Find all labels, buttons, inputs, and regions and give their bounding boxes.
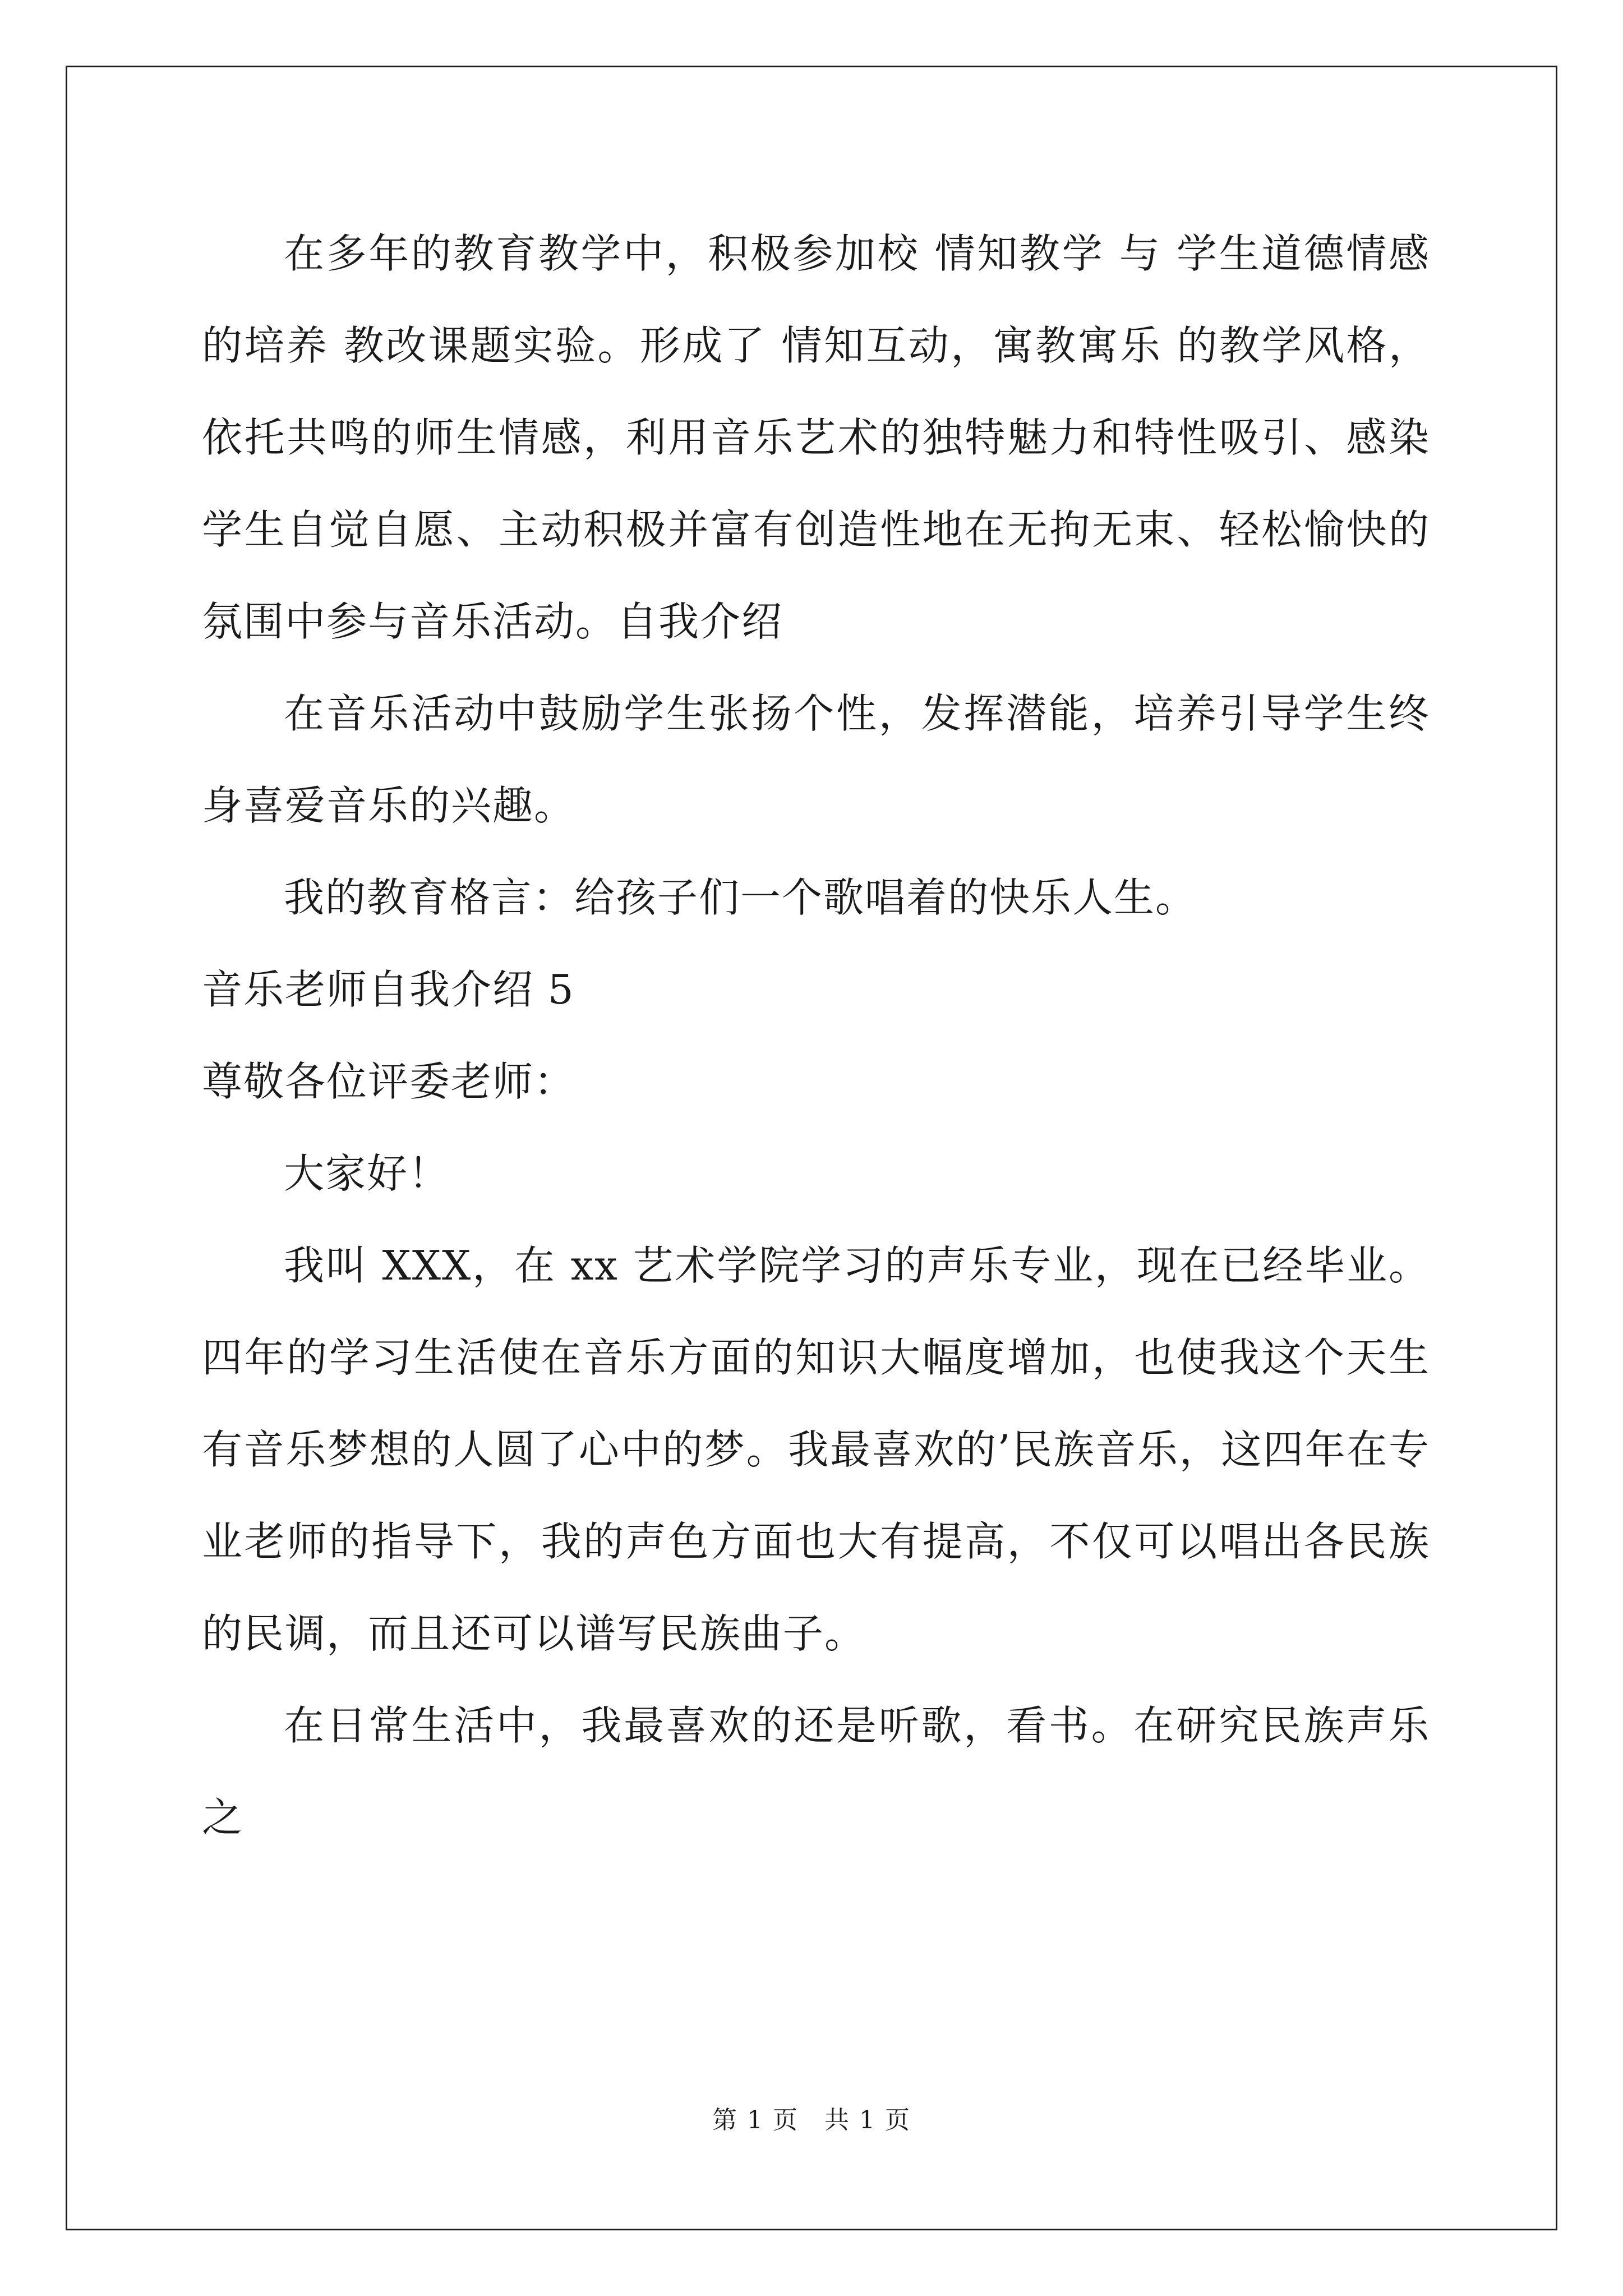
- paragraph-daily-life: 在日常生活中，我最喜欢的还是听歌，看书。在研究民族声乐之: [202, 1702, 1430, 1841]
- paragraph-encourage-students: 在音乐活动中鼓励学生张扬个性，发挥潜能，培养引导学生终身喜爱音乐的兴趣。: [202, 690, 1430, 829]
- paragraph-teaching-style: 在多年的教育教学中，积极参加校 情知教学 与 学生道德情感的培养 教改课题实验。形成了 情知互动，寓教寓乐 的教学风格，依托共鸣的师生情感，利用音乐艺术的独特魅力和特性吸引、感染学生自觉自愿、主动积极并富有创造性地在无拘无束、轻松愉快的氛围中参与音乐活动。自我介绍: [202, 230, 1430, 645]
- paragraph-education-motto: 我的教育格言：给孩子们一个歌唱着的快乐人生。: [284, 874, 1197, 921]
- page-number-footer: 第 1 页 共 1 页: [712, 2106, 911, 2134]
- section-heading: 音乐老师自我介绍 5: [202, 966, 575, 1013]
- greeting: 大家好！: [284, 1150, 450, 1197]
- salutation: 尊敬各位评委老师：: [202, 1058, 576, 1105]
- paragraph-self-introduction: 我叫 XXX，在 xx 艺术学院学习的声乐专业，现在已经毕业。四年的学习生活使在音乐方面的知识大幅度增加，也使我这个天生有音乐梦想的人圆了心中的梦。我最喜欢的’民族音乐，这四年在专业老师的指导下，我的声色方面也大有提高，不仅可以唱出各民族的民调，而且还可以谱写民族曲子。: [202, 1242, 1430, 1657]
- document-body: [202, 208, 1430, 1864]
